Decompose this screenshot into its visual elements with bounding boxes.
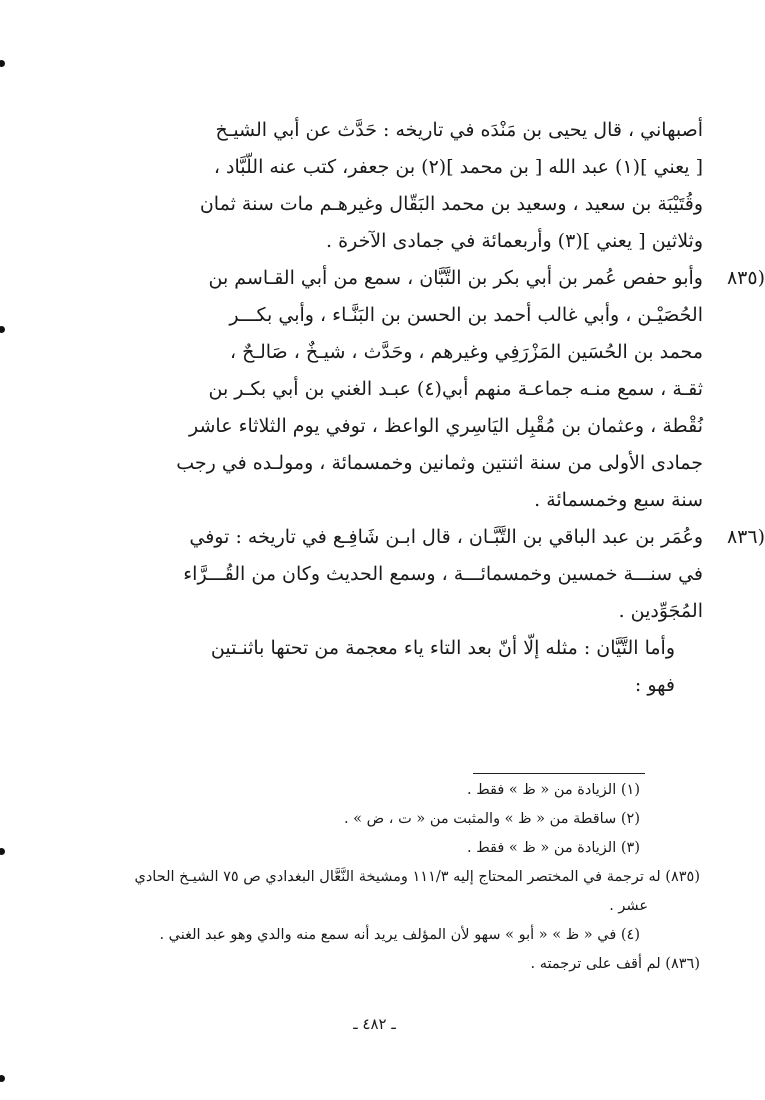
intro-paragraph — [92, 112, 703, 260]
footnote — [52, 834, 700, 863]
text-line: فهو : — [634, 674, 675, 696]
footnote-text: في « ظ » « أبو » سهو لأن المؤلف يريد أنه سمع منه والدي وهو عبد الغني . — [159, 927, 617, 943]
entry-835 — [92, 260, 765, 519]
text-line: في سنـــة خمسين وخمسمائـــة ، وسمع الحديث وكان من القُـــرَّاء — [183, 563, 703, 585]
text-line: وأما التَّيَّان : مثله إلّا أنّ بعد التاء ياء معجمة من تحتها باثنـتين — [210, 637, 675, 659]
page-number: ـ ٤٨٢ ـ — [353, 1015, 396, 1033]
text-line: الحُصَيْـن ، وأبي غالب أحمد بن الحسن بن البَنَّـاء ، وأبي بكـــر — [229, 304, 703, 326]
text-line: محمد بن الحُسَين المَزْرَفِي وغيرهم ، وحَدَّث ، شيـخٌ ، صَالـحٌ ، — [229, 341, 703, 363]
text-line: أصبهاني ، قال يحيى بن مَنْدَه في تاريخه : حَدَّث عن أبي الشيـخ — [215, 119, 703, 141]
text-line: المُجَوِّدين . — [618, 600, 703, 622]
text-line: سنة سبع وخمسمائة . — [534, 489, 703, 511]
footnote — [52, 950, 700, 979]
footnote — [52, 921, 700, 950]
text-line: وأبو حفص عُمر بن أبي بكر بن التَّبَّان ، سمع من أبي القـاسم بن — [208, 267, 703, 289]
text-line: جمادى الأولى من سنة اثنتين وثمانين وخمسمائة ، ومولـده في رجب — [176, 452, 703, 474]
main-text — [92, 112, 765, 704]
text-line: وقُتَيْبَة بن سعيد ، وسعيد بن محمد البَقّال وغيرهـم مات سنة ثمان — [199, 193, 703, 215]
footnote-rule — [473, 773, 645, 774]
footnote-continuation: عشر . — [609, 898, 648, 914]
footnote-text: لم أقف على ترجمته . — [530, 956, 661, 972]
footnote-label: (٨٣٥) — [665, 869, 700, 885]
footnote-text: الزيادة من « ظ » فقط . — [467, 840, 617, 856]
entry-number: (٨٣٦ — [726, 526, 765, 548]
footnote-label: (٣) — [620, 840, 640, 856]
footnote — [52, 863, 700, 892]
text-line: وعُمَر بن عبد الباقي بن التَّبَّـان ، قال ابـن شَافِـع في تاريخه : توفي — [189, 526, 703, 548]
footnote-label: (٢) — [620, 811, 640, 827]
footnote-text: له ترجمة في المختصر المحتاج إليه ١١١/٣ ومشيخة النَّعَّال البغدادي ص ٧٥ الشيـخ الحادي — [134, 869, 661, 885]
margin-mark-top — [0, 60, 5, 67]
text-line: وثلاثين [ يعني ](٣) وأربعمائة في جمادى الآخرة . — [326, 230, 703, 252]
footnote-label: (١) — [620, 782, 640, 798]
footnote-text: ساقطة من « ظ » والمثبت من « ت ، ض » . — [343, 811, 617, 827]
footnote — [52, 776, 700, 805]
footnote-label: (٤) — [620, 927, 640, 943]
margin-mark-mid-left — [0, 326, 5, 333]
footnotes — [52, 776, 700, 979]
text-line: [ يعني ](١) عبد الله [ بن محمد ](٢) بن جعفر، كتب عنه اللّبَّاد ، — [213, 156, 703, 178]
footnote-text: الزيادة من « ظ » فقط . — [467, 782, 617, 798]
margin-mark-lower-left — [0, 848, 5, 855]
closing-paragraph — [92, 630, 703, 704]
margin-mark-bottom — [0, 1075, 5, 1082]
footnote — [52, 805, 700, 834]
footnote-label: (٨٣٦) — [665, 956, 700, 972]
entry-836 — [92, 519, 765, 630]
text-line: نُقْطة ، وعثمان بن مُقْبِل اليَاسِري الواعظ ، توفي يوم الثلاثاء عاشر — [189, 415, 703, 437]
text-line: ثقـة ، سمع منـه جماعـة منهم أبي(٤) عبـد الغني بن أبي بكـر بن — [208, 378, 703, 400]
entry-number: (٨٣٥ — [726, 267, 765, 289]
